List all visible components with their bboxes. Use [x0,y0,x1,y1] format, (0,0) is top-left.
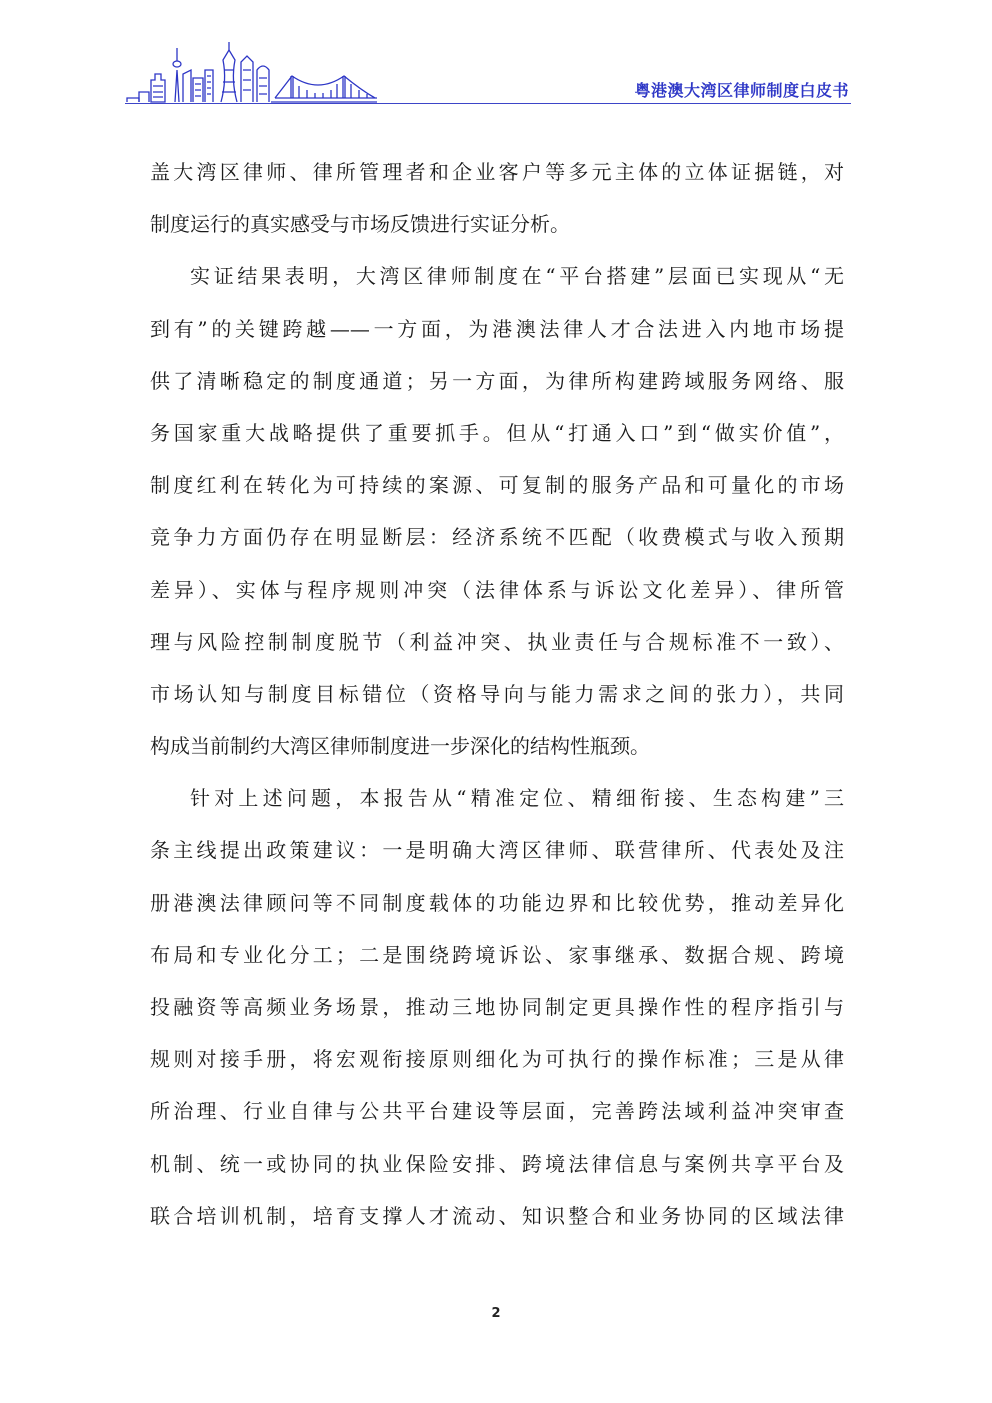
text-line: 务国家重大战略提供了重要抓手。但从“打通入口”到“做实价值”， [150,420,844,445]
text-line: 差异）、实体与程序规则冲突（法律体系与诉讼文化差异）、律所管 [150,577,844,602]
body-text [150,146,844,1242]
text-line: 条主线提出政策建议：一是明确大湾区律师、联营律所、代表处及注 [150,838,844,863]
text-line: 针对上述问题，本报告从“精准定位、精细衔接、生态构建”三 [190,786,844,811]
text-line: 理与风险控制制度脱节（利益冲突、执业责任与合规标准不一致）、 [150,629,844,654]
text-line: 竞争力方面仍存在明显断层：经济系统不匹配（收费模式与收入预期 [150,525,844,550]
text-line: 市场认知与制度目标错位（资格导向与能力需求之间的张力），共同 [150,681,844,706]
page-header [125,40,851,108]
text-line: 供了清晰稳定的制度通道；另一方面，为律所构建跨域服务网络、服 [150,368,844,393]
text-line: 投融资等高频业务场景，推动三地协同制定更具操作性的程序指引与 [150,995,844,1019]
text-line: 盖大湾区律师、律所管理者和企业客户等多元主体的立体证据链，对 [150,160,844,184]
city-skyline-bridge-icon [125,40,385,104]
text-line: 联合培训机制，培育支撑人才流动、知识整合和业务协同的区域法律 [150,1203,844,1228]
text-line: 册港澳法律顾问等不同制度载体的功能边界和比较优势，推动差异化 [150,890,844,915]
document-title: 粤港澳大湾区律师制度白皮书 [634,81,849,100]
text-line: 规则对接手册，将宏观衔接原则细化为可执行的操作标准；三是从律 [150,1047,844,1072]
text-line: 所治理、行业自律与公共平台建设等层面，完善跨法域利益冲突审查 [150,1099,844,1124]
text-line: 制度运行的真实感受与市场反馈进行实证分析。 [150,212,570,237]
text-line: 布局和专业化分工；二是围绕跨境诉讼、家事继承、数据合规、跨境 [150,942,844,967]
text-line: 实证结果表明，大湾区律师制度在“平台搭建”层面已实现从“无 [190,264,844,289]
text-line: 制度红利在转化为可持续的案源、可复制的服务产品和可量化的市场 [150,473,844,498]
text-line: 到有”的关键跨越——一方面，为港澳法律人才合法进入内地市场提 [150,316,844,341]
text-line: 机制、统一或协同的执业保险安排、跨境法律信息与案例共享平台及 [150,1151,844,1176]
header-divider [125,103,851,104]
text-line: 构成当前制约大湾区律师制度进一步深化的结构性瓶颈。 [150,734,650,759]
page-number: 2 [491,1306,501,1321]
